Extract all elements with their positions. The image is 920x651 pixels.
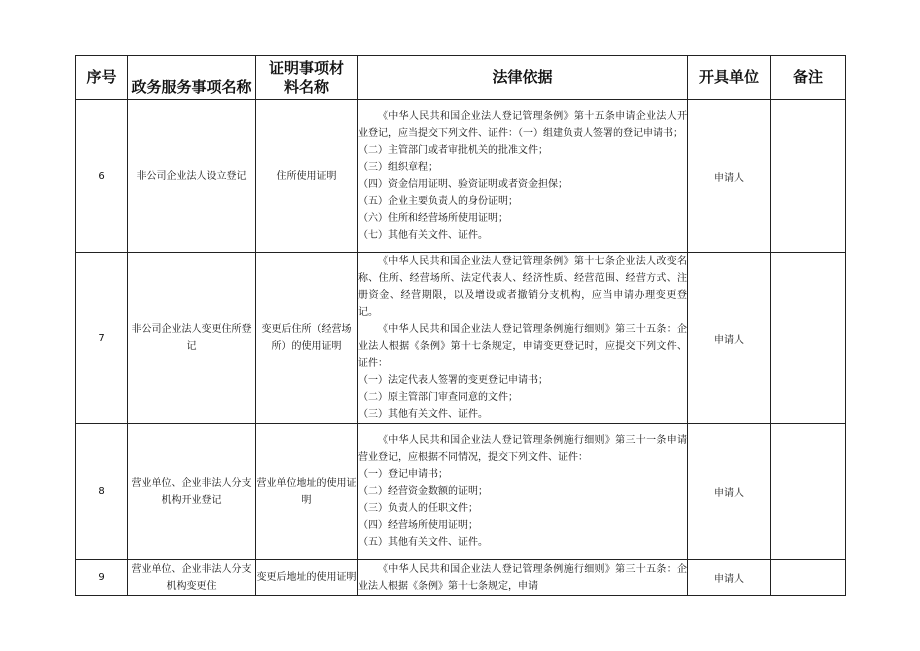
- row-issuer: 申请人: [688, 100, 771, 253]
- table-row: [76, 253, 846, 424]
- basis-line: 《中华人民共和国企业法人登记管理条例施行细则》第三十一条申请营业登记，应根据不同情况，提交下列文件、证件：: [358, 435, 687, 463]
- basis-line: （三）组织章程；: [358, 162, 438, 173]
- row-issuer: 申请人: [688, 560, 771, 596]
- basis-line: 《中华人民共和国企业法人登记管理条例施行细则》第三十五条：企业法人根据《条例》第十七条规定，申请: [358, 563, 687, 592]
- basis-line: （三）负责人的任职文件；: [358, 503, 478, 514]
- row-remark: [771, 100, 846, 253]
- header-row: [76, 56, 846, 100]
- header-remark: 备注: [771, 56, 846, 100]
- basis-line: 《中华人民共和国企业法人登记管理条例》第十七条企业法人改变名称、住所、经营场所、法定代表人、经济性质、经营范围、经营方式、注册资金、经营期限，以及增设或者撤销分支机构，应当申请办理变更登记。: [358, 256, 687, 318]
- row-legal-basis: [358, 560, 688, 596]
- row-seq: 8: [76, 424, 128, 560]
- legal-basis-table: [75, 55, 846, 596]
- header-material: 证明事项材料名称: [256, 56, 358, 100]
- row-remark: [771, 560, 846, 596]
- basis-line: （二）主管部门或者审批机关的批准文件；: [358, 145, 548, 156]
- basis-line: （五）其他有关文件、证件。: [358, 537, 488, 548]
- row-material-name: 变更后地址的使用证明: [256, 560, 358, 596]
- basis-line: （二）原主管部门审查同意的文件；: [358, 392, 518, 403]
- header-basis: 法律依据: [358, 56, 688, 100]
- table-row: [76, 560, 846, 596]
- row-seq: 6: [76, 100, 128, 253]
- basis-line: （六）住所和经营场所使用证明；: [358, 213, 508, 224]
- row-material-name: 变更后住所（经营场所）的使用证明: [256, 253, 358, 424]
- row-legal-basis: [358, 253, 688, 424]
- basis-line: （三）其他有关文件、证件。: [358, 409, 488, 420]
- header-service: 政务服务事项名称: [128, 56, 256, 100]
- table-row: [76, 100, 846, 253]
- table-row: [76, 424, 846, 560]
- row-service-name: 非公司企业法人设立登记: [128, 100, 256, 253]
- header-seq: 序号: [76, 56, 128, 100]
- row-remark: [771, 253, 846, 424]
- basis-line: （二）经营资金数额的证明；: [358, 486, 488, 497]
- row-legal-basis: [358, 424, 688, 560]
- basis-line: 《中华人民共和国企业法人登记管理条例施行细则》第三十五条：企业法人根据《条例》第十七条规定，申请变更登记时，应提交下列文件、证件：: [358, 324, 687, 369]
- basis-line: （一）登记申请书；: [358, 469, 448, 480]
- row-seq: 7: [76, 253, 128, 424]
- row-legal-basis: [358, 100, 688, 253]
- basis-line: （四）经营场所使用证明；: [358, 520, 478, 531]
- row-service-name: 营业单位、企业非法人分支机构开业登记: [128, 424, 256, 560]
- basis-line: （七）其他有关文件、证件。: [358, 230, 488, 241]
- row-seq: 9: [76, 560, 128, 596]
- basis-line: 《中华人民共和国企业法人登记管理条例》第十五条申请企业法人开业登记，应当提交下列文件、证件：（一）组建负责人签署的登记申请书；: [358, 111, 687, 139]
- basis-line: （四）资金信用证明、验资证明或者资金担保；: [358, 179, 568, 190]
- row-service-name: 营业单位、企业非法人分支机构变更住: [128, 560, 256, 596]
- row-service-name: 非公司企业法人变更住所登记: [128, 253, 256, 424]
- row-issuer: 申请人: [688, 424, 771, 560]
- row-material-name: 营业单位地址的使用证明: [256, 424, 358, 560]
- row-material-name: 住所使用证明: [256, 100, 358, 253]
- row-issuer: 申请人: [688, 253, 771, 424]
- header-issuer: 开具单位: [688, 56, 771, 100]
- basis-line: （一）法定代表人签署的变更登记申请书；: [358, 375, 548, 386]
- basis-line: （五）企业主要负责人的身份证明；: [358, 196, 518, 207]
- row-remark: [771, 424, 846, 560]
